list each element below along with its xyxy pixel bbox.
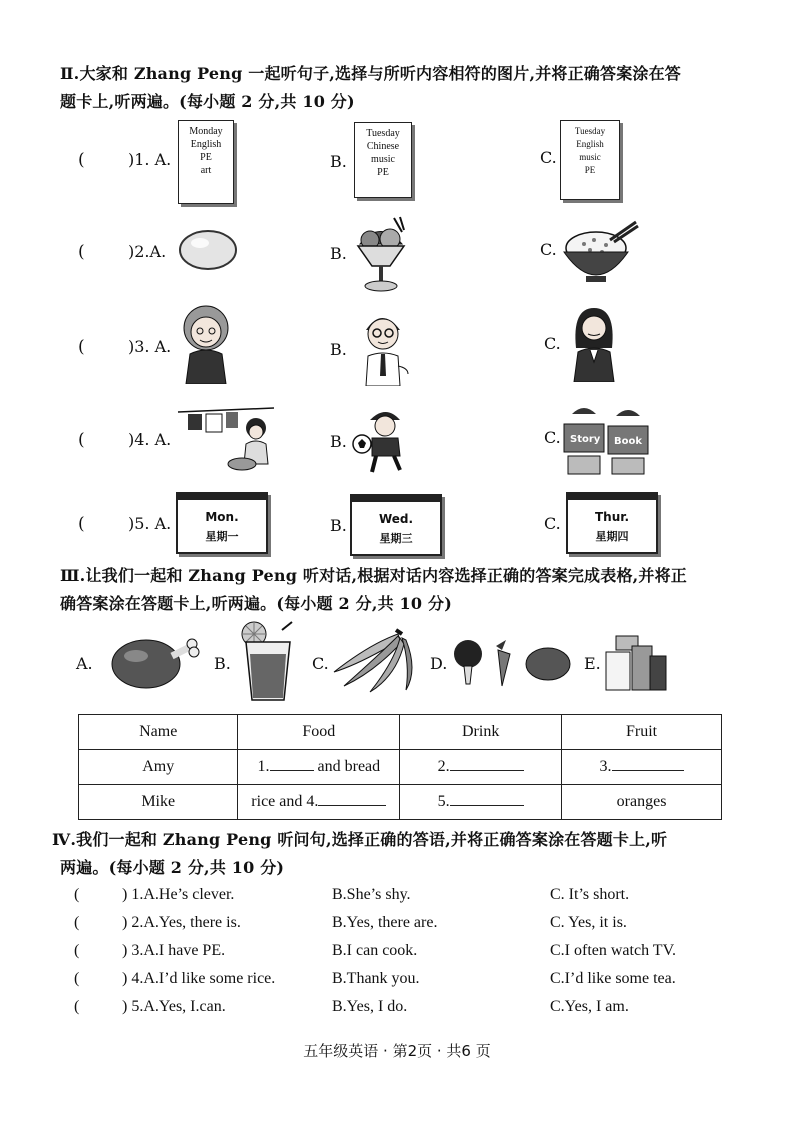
option-b-label: B. bbox=[214, 654, 231, 673]
cell-drink[interactable]: 2. bbox=[400, 750, 562, 785]
table-header-row bbox=[79, 715, 722, 750]
answer-table bbox=[78, 714, 722, 820]
blank-5 bbox=[450, 805, 524, 806]
answer-paren[interactable]: ( bbox=[74, 942, 80, 959]
answer-paren[interactable]: ( bbox=[74, 886, 80, 903]
bananas-icon bbox=[330, 624, 422, 696]
section-2-title: Ⅱ.大家和 Zhang Peng 一起听句子,选择与所听内容相符的图片,并将正确答案涂在答 bbox=[60, 64, 682, 83]
list-item: ( ) 5.A.Yes, I.can. B.Yes, I do. C.Yes, I am. bbox=[74, 998, 629, 1015]
vegetables-icon bbox=[452, 636, 576, 690]
blank-2 bbox=[450, 770, 524, 771]
list-item: ( ) 4.A.I’d like some rice. B.Thank you. C.I’d like some tea. bbox=[74, 970, 676, 987]
section-3-title: Ⅲ.让我们一起和 Zhang Peng 听对话,根据对话内容选择正确的答案完成表格,并将正 bbox=[60, 566, 688, 585]
section-3-title-line2: 确答案涂在答题卡上,听两遍。(每小题 2 分,共 10 分) bbox=[60, 594, 452, 613]
table-row bbox=[79, 750, 722, 785]
section-2-title-line2: 题卡上,听两遍。(每小题 2 分,共 10 分) bbox=[60, 92, 355, 111]
timetable-image-a: Monday English PE art bbox=[178, 120, 234, 204]
blank-3 bbox=[612, 770, 684, 771]
page-footer: 五年级英语 · 第2页 · 共6 页 bbox=[303, 1042, 491, 1060]
answer-paren[interactable]: ( bbox=[74, 914, 80, 931]
answer-paren[interactable]: ( bbox=[78, 242, 85, 262]
header-food: Food bbox=[238, 715, 400, 750]
header-drink: Drink bbox=[400, 715, 562, 750]
answer-paren[interactable]: ( bbox=[78, 150, 85, 170]
question-number: )4. A. bbox=[128, 430, 172, 449]
option-e-label: E. bbox=[584, 654, 601, 673]
option-a-label: A. bbox=[76, 654, 93, 673]
calendar-wednesday: Wed. 星期三 bbox=[350, 494, 442, 556]
children-reading-books-icon bbox=[562, 402, 654, 478]
answer-paren[interactable]: ( bbox=[74, 970, 80, 987]
question-number: )2.A. bbox=[128, 242, 167, 261]
question-number: )3. A. bbox=[128, 337, 172, 356]
list-item: ( ) 3.A.I have PE. B.I can cook. C.I often watch TV. bbox=[74, 942, 677, 959]
section-4-title-line2: 两遍。(每小题 2 分,共 10 分) bbox=[60, 858, 285, 877]
option-c-label: C. bbox=[544, 514, 561, 533]
answer-paren[interactable]: ( bbox=[74, 998, 80, 1015]
answer-paren[interactable]: ( bbox=[78, 430, 85, 450]
option-c-label: C. bbox=[540, 148, 557, 167]
answer-paren[interactable]: ( bbox=[78, 514, 85, 534]
orange-juice-icon bbox=[238, 620, 298, 704]
blank-1 bbox=[270, 770, 314, 771]
cell-food[interactable]: rice and 4. bbox=[238, 785, 400, 820]
cell-fruit[interactable]: 3. bbox=[562, 750, 722, 785]
option-c-label: C. bbox=[544, 428, 561, 447]
rice-bowl-icon bbox=[562, 218, 640, 286]
cell-drink[interactable]: 5. bbox=[400, 785, 562, 820]
table-row bbox=[79, 785, 722, 820]
girl-washing-clothes-icon bbox=[176, 402, 276, 474]
option-c-label: C. bbox=[540, 240, 557, 259]
book-label: Book bbox=[614, 436, 643, 447]
list-item: ( ) 1.A.He’s clever. B.She’s shy. C. It’s short. bbox=[74, 886, 630, 903]
cell-name: Mike bbox=[79, 785, 238, 820]
option-b-label: B. bbox=[330, 340, 347, 359]
option-b-label: B. bbox=[330, 516, 347, 535]
option-c-label: C. bbox=[312, 654, 329, 673]
option-b-label: B. bbox=[330, 432, 347, 451]
timetable-image-b: Tuesday Chinese music PE bbox=[354, 122, 412, 198]
option-b-label: B. bbox=[330, 244, 347, 263]
question-number: )1. A. bbox=[128, 150, 172, 169]
milk-drinks-icon bbox=[602, 632, 668, 692]
header-fruit: Fruit bbox=[562, 715, 722, 750]
egg-icon bbox=[178, 228, 240, 272]
blank-4 bbox=[318, 805, 386, 806]
question-number: )5. A. bbox=[128, 514, 172, 533]
list-item: ( ) 2.A.Yes, there is. B.Yes, there are. C. Yes, it is. bbox=[74, 914, 627, 931]
chicken-leg-icon bbox=[108, 632, 200, 692]
cell-food[interactable]: 1. and bread bbox=[238, 750, 400, 785]
man-with-glasses-icon bbox=[352, 306, 414, 386]
calendar-monday: Mon. 星期一 bbox=[176, 492, 268, 554]
woman-teacher-icon bbox=[566, 304, 622, 382]
cell-name: Amy bbox=[79, 750, 238, 785]
grandpa-character-icon bbox=[176, 304, 238, 384]
option-b-label: B. bbox=[330, 152, 347, 171]
answer-paren[interactable]: ( bbox=[78, 337, 85, 357]
timetable-image-c: Tuesday English music PE bbox=[560, 120, 620, 200]
ice-cream-sundae-icon bbox=[350, 214, 412, 294]
cell-fruit: oranges bbox=[562, 785, 722, 820]
option-d-label: D. bbox=[430, 654, 448, 673]
calendar-thursday: Thur. 星期四 bbox=[566, 492, 658, 554]
option-c-label: C. bbox=[544, 334, 561, 353]
section-4-title: Ⅳ.我们一起和 Zhang Peng 听问句,选择正确的答语,并将正确答案涂在答题卡上,听 bbox=[52, 830, 668, 849]
boy-playing-football-icon bbox=[350, 404, 414, 476]
header-name: Name bbox=[79, 715, 238, 750]
story-book-label: Story bbox=[570, 434, 601, 445]
